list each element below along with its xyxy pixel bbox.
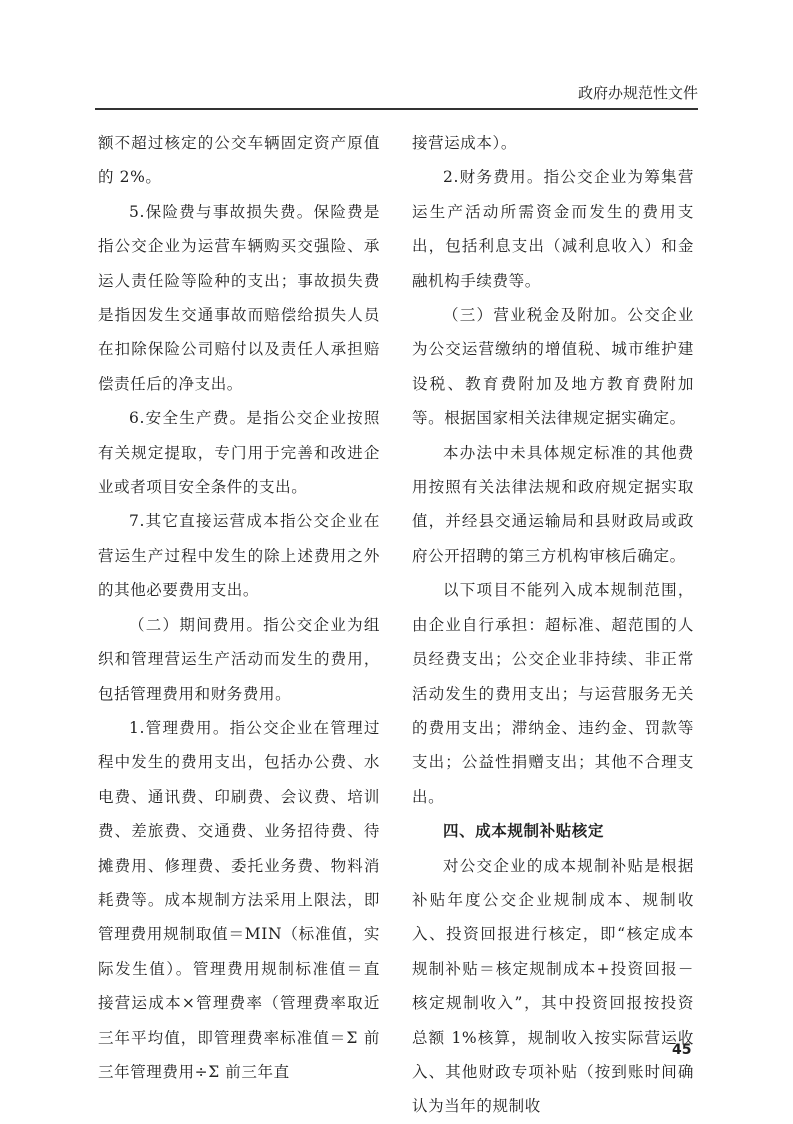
paragraph: 1.管理费用。指公交企业在管理过程中发生的费用支出，包括办公费、水电费、通讯费、印刷费、会议费、培训费、差旅费、交通费、业务招待费、待摊费用、修理费、委托业务费、物料消耗费等。成本规制方法采用上限法，即管理费用规制取值＝MIN（标准值，实际发生值）。管理费用规制标准值＝直接营运成本×管理费率（管理费率取近三年平均值，即管理费率标准值＝Σ 前三年管理费用÷Σ 前三年直 [98, 718, 380, 1081]
section-heading: 四、成本规制补贴核定 [443, 822, 605, 841]
paragraph: 对公交企业的成本规制补贴是根据补贴年度公交企业规制成本、规制收入、投资回报进行核定，即“核定成本规制补贴＝核定规制成本+投资回报－核定规制收入”，其中投资回报按投资总额 1%核算，规制收入按实际营运收入、其他财政专项补贴（按到账时间确认为当年的规制收 [412, 856, 694, 1116]
paragraph: （三）营业税金及附加。公交企业为公交运营缴纳的增值税、城市维护建设税、教育费附加及地方教育费附加等。根据国家相关法律规定据实确定。 [412, 306, 694, 428]
page-number: 45 [672, 1042, 692, 1058]
paragraph: （二）期间费用。指公交企业为组织和管理营运生产活动而发生的费用，包括管理费用和财务费用。 [98, 615, 380, 703]
right-column [412, 126, 694, 1124]
paragraph: 5.保险费与事故损失费。保险费是指公交企业为运营车辆购买交强险、承运人责任险等险种的支出；事故损失费是指因发生交通事故而赔偿给损失人员在扣除保险公司赔付以及责任人承担赔偿责任后的净支出。 [98, 202, 380, 393]
paragraph: 本办法中未具体规定标准的其他费用按照有关法律法规和政府规定据实取值，并经县交通运输局和县财政局或政府公开招聘的第三方机构审核后确定。 [412, 443, 694, 565]
left-column [98, 126, 380, 1089]
paragraph: 额不超过核定的公交车辆固定资产原值的 2%。 [98, 134, 380, 187]
paragraph: 接营运成本）。 [412, 134, 517, 152]
paragraph: 以下项目不能列入成本规制范围，由企业自行承担：超标准、超范围的人员经费支出；公交企业非持续、非正常活动发生的费用支出；与运营服务无关的费用支出；滞纳金、违约金、罚款等支出；公益性捐赠支出；其他不合理支出。 [412, 581, 694, 806]
paragraph: 7.其它直接运营成本指公交企业在营运生产过程中发生的除上述费用之外的其他必要费用支出。 [98, 512, 380, 600]
header-rule [95, 108, 698, 110]
paragraph: 6.安全生产费。是指公交企业按照有关规定提取，专门用于完善和改进企业或者项目安全条件的支出。 [98, 409, 380, 497]
running-header: 政府办规范性文件 [577, 84, 698, 102]
paragraph: 2.财务费用。指公交企业为筹集营运生产活动所需资金而发生的费用支出，包括利息支出（减利息收入）和金融机构手续费等。 [412, 168, 694, 290]
